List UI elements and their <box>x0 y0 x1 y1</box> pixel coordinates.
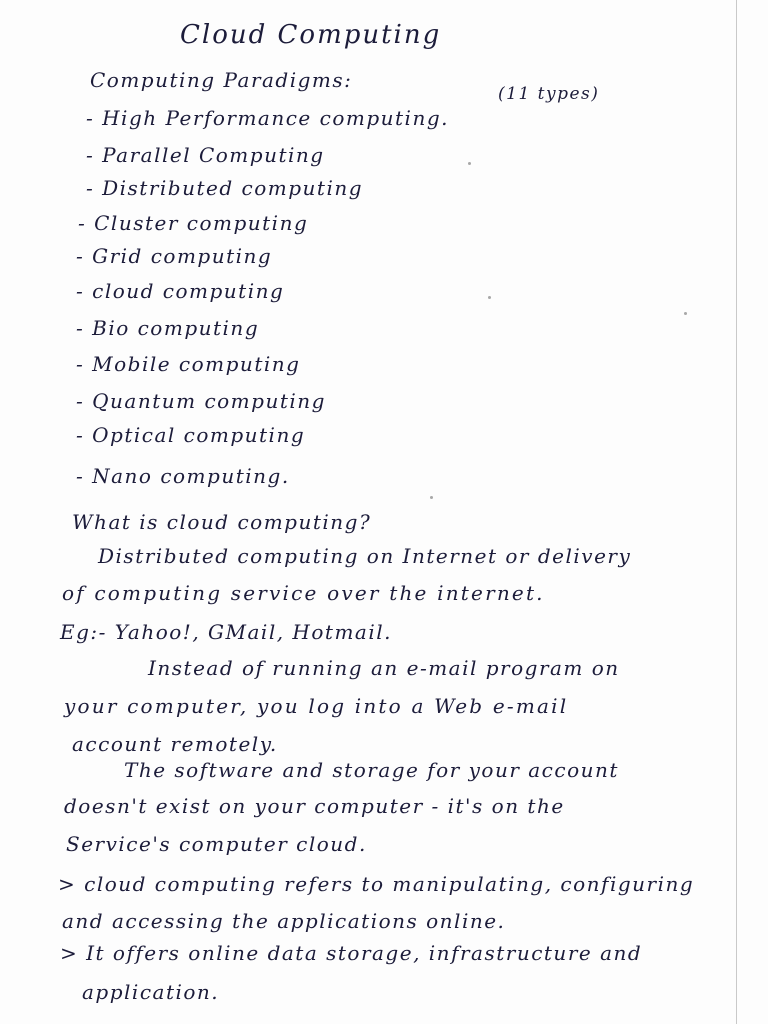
example-line: Eg:- Yahoo!, GMail, Hotmail. <box>60 620 392 644</box>
paradigm-item: - Quantum computing <box>76 389 326 413</box>
paper-speck <box>430 496 433 499</box>
paradigm-item: - Parallel Computing <box>86 143 325 167</box>
paradigm-item: - High Performance computing. <box>86 106 449 130</box>
point-line: and accessing the applications online. <box>62 909 506 933</box>
paradigm-item: - Nano computing. <box>76 464 290 488</box>
paradigm-item: - Bio computing <box>76 316 260 340</box>
page-title: Cloud Computing <box>180 20 442 50</box>
paradigms-count-note: (11 types) <box>498 84 600 104</box>
point-line: > It offers online data storage, infrastructure and <box>60 941 643 965</box>
point-line: > cloud computing refers to manipulating, configuring <box>58 872 695 896</box>
paper-speck <box>468 162 471 165</box>
paradigm-item: - Grid computing <box>76 244 273 268</box>
paper-speck <box>488 296 491 299</box>
paradigm-item: - Mobile computing <box>76 352 301 376</box>
paradigm-item: - Distributed computing <box>86 176 364 200</box>
paragraph-line: account remotely. <box>72 732 278 756</box>
definition-line: Distributed computing on Internet or delivery <box>98 544 632 568</box>
point-line: application. <box>82 980 220 1004</box>
definition-line: of computing service over the internet. <box>62 581 545 605</box>
paragraph-line: doesn't exist on your computer - it's on the <box>64 794 565 818</box>
paragraph-line: The software and storage for your account <box>124 758 619 782</box>
paradigms-heading: Computing Paradigms: <box>90 68 353 92</box>
paper-speck <box>684 312 687 315</box>
paradigm-item: - Optical computing <box>76 423 306 447</box>
paragraph-line: your computer, you log into a Web e-mail <box>64 694 569 718</box>
definition-question: What is cloud computing? <box>72 510 372 534</box>
paradigm-item: - cloud computing <box>76 279 285 303</box>
paragraph-line: Service's computer cloud. <box>66 832 367 856</box>
paragraph-line: Instead of running an e-mail program on <box>148 656 620 680</box>
paradigm-item: - Cluster computing <box>78 211 309 235</box>
page-margin-line <box>736 0 737 1024</box>
